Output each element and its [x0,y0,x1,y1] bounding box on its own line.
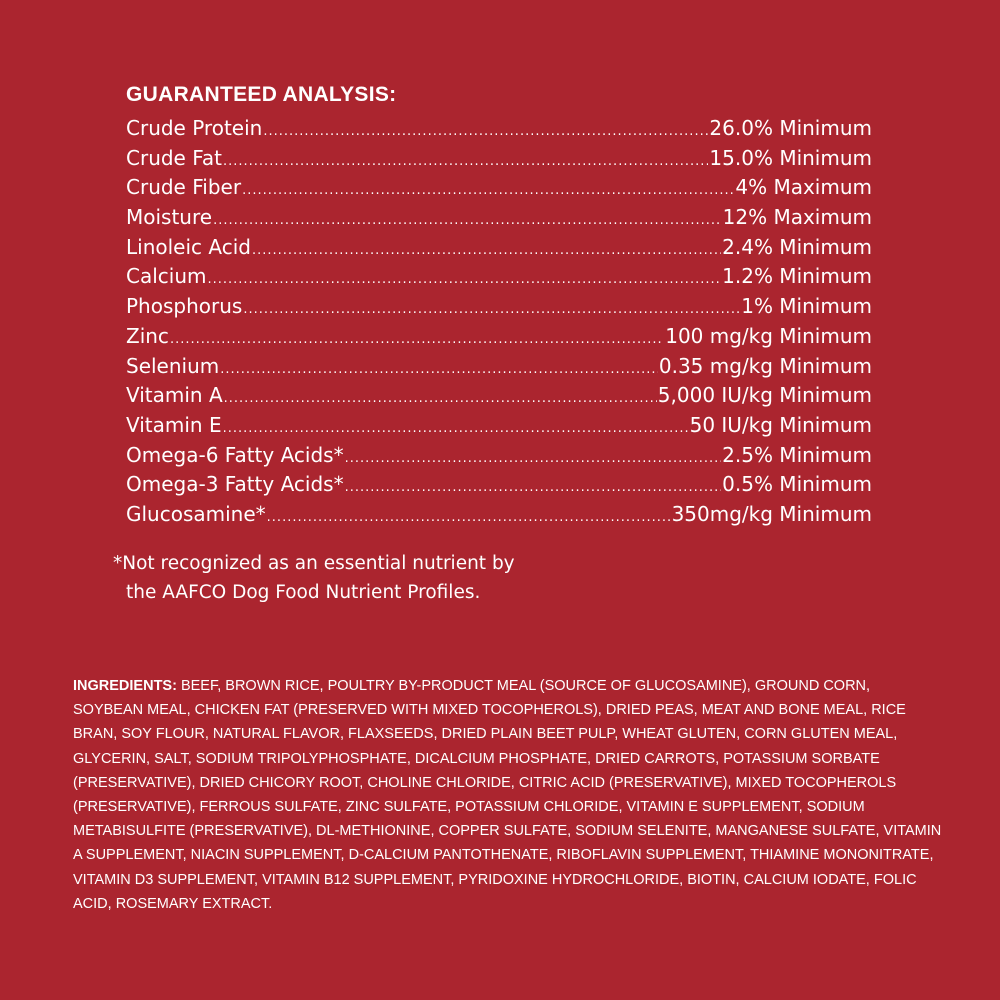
dot-leader [242,176,734,206]
analysis-row-value: 2.5% Minimum [722,442,872,467]
analysis-row-value: 26.0% Minimum [709,116,872,140]
dot-leader [224,384,657,414]
analysis-row-value: 50 IU/kg Minimum [689,412,872,437]
analysis-row-value: 12% Maximum [722,205,872,230]
ingredients-section [73,674,943,916]
analysis-row-selenium [126,352,872,382]
analysis-row-moisture [126,203,872,233]
guaranteed-analysis-table [126,114,872,530]
analysis-row-value: 4% Maximum [735,175,872,200]
analysis-row-vitamin-e [126,411,872,441]
analysis-row-name: Linoleic Acid [126,234,251,259]
analysis-row-crude-fiber [126,173,872,203]
aafco-footnote [113,549,633,607]
analysis-row-name: Moisture [126,205,213,230]
dot-leader [170,325,664,355]
footnote-line-1: *Not recognized as an essential nutrient by [113,553,515,574]
analysis-row-omega-3 [126,470,872,500]
dot-leader [213,206,722,236]
analysis-row-name: Calcium [126,264,207,289]
analysis-row-name: Crude Fat [126,145,222,170]
analysis-row-value: 1.2% Minimum [722,264,872,289]
analysis-row-name: Phosphorus [126,294,243,319]
analysis-row-name: Zinc [126,323,169,348]
dot-leader [223,147,708,177]
analysis-row-vitamin-a [126,381,872,411]
guaranteed-analysis-section [126,80,872,530]
footnote-line-2: the AAFCO Dog Food Nutrient Profiles. [126,582,481,603]
analysis-row-crude-protein [126,114,872,144]
analysis-row-value: 1% Minimum [741,294,872,319]
analysis-row-name: Glucosamine* [126,501,266,526]
ingredients-text: BEEF, BROWN RICE, POULTRY BY-PRODUCT MEAL (SOURCE OF GLUCOSAMINE), GROUND CORN, SOYBEAN MEAL, CHICKEN FAT (PRESERVED WITH MIXED TOCOPHEROLS), DRIED PEAS, MEAT AND BONE MEAL, RICE BRAN, SOY FLOUR, NATURAL FLAVOR, FLAXSEEDS, DRIED PLAIN BEET PULP, WHEAT GLUTEN, CORN GLUTEN MEAL, GLYCERIN, SALT, SODIUM TRIPOLYPHOSPHATE, DICALCIUM PHOSPHATE, DRIED CARROTS, POTASSIUM SORBATE (PRESERVATIVE), DRIED CHICORY ROOT, CHOLINE CHLORIDE, CITRIC ACID (PRESERVATIVE), MIXED TOCOPHEROLS (PRESERVATIVE), FERROUS SULFATE, ZINC SULFATE, POTASSIUM CHLORIDE, VITAMIN E SUPPLEMENT, SODIUM METABISULFITE (PRESERVATIVE), DL-METHIONINE, COPPER SULFATE, SODIUM SELENITE, MANGANESE SULFATE, VITAMIN A SUPPLEMENT, NIACIN SUPPLEMENT, D-CALCIUM PANTOTHENATE, RIBOFLAVIN SUPPLEMENT, THIAMINE MONONITRATE, VITAMIN D3 SUPPLEMENT, VITAMIN B12 SUPPLEMENT, PYRIDOXINE HYDROCHLORIDE, BIOTIN, CALCIUM IODATE, FOLIC ACID, ROSEMARY EXTRACT. [73,678,942,912]
analysis-row-value: 2.4% Minimum [722,234,872,259]
analysis-row-value: 350mg/kg Minimum [671,501,872,526]
analysis-row-name: Selenium [126,353,220,378]
dot-leader [263,117,708,147]
analysis-row-name: Omega-6 Fatty Acids* [126,442,344,467]
analysis-row-name: Omega-3 Fatty Acids* [126,472,344,497]
analysis-row-value: 0.5% Minimum [722,472,872,497]
analysis-row-omega-6 [126,441,872,471]
analysis-row-linoleic-acid [126,233,872,263]
analysis-row-value: 0.35 mg/kg Minimum [658,353,872,378]
dot-leader [208,265,722,295]
dot-leader [345,473,722,503]
dot-leader [267,503,671,533]
analysis-row-crude-fat [126,144,872,174]
analysis-row-phosphorus [126,292,872,322]
dot-leader [252,236,721,266]
analysis-row-value: 100 mg/kg Minimum [665,323,872,348]
analysis-row-name: Vitamin E [126,412,222,437]
analysis-row-zinc [126,322,872,352]
analysis-row-name: Crude Fiber [126,175,242,200]
guaranteed-analysis-title: GUARANTEED ANALYSIS: [126,83,397,106]
analysis-row-name: Vitamin A [126,383,223,408]
analysis-row-value: 15.0% Minimum [709,145,872,170]
analysis-row-value: 5,000 IU/kg Minimum [657,383,872,408]
dot-leader [243,295,740,325]
dot-leader [220,355,658,385]
dot-leader [345,444,722,474]
analysis-row-glucosamine [126,500,872,530]
analysis-row-calcium [126,262,872,292]
ingredients-label: INGREDIENTS: [73,678,177,694]
dot-leader [223,414,689,444]
analysis-row-name: Crude Protein [126,116,263,140]
